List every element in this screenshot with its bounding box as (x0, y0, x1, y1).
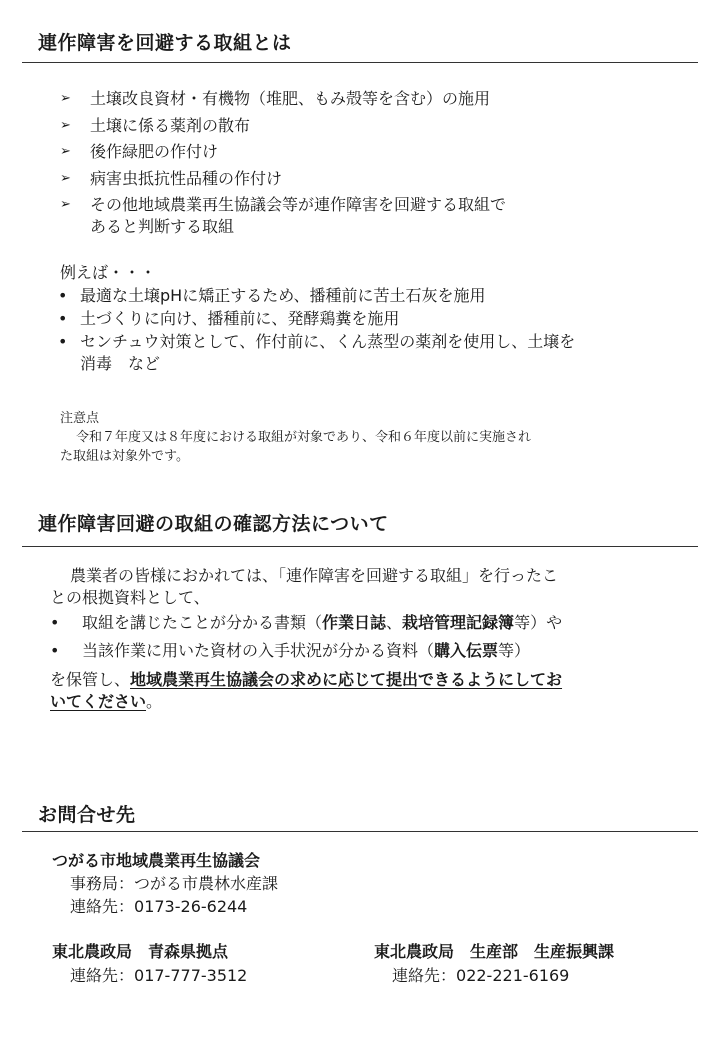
documents-list (50, 612, 670, 668)
phone-number: 017-777-3512 (134, 966, 248, 985)
text-fragment: 。 (146, 692, 163, 711)
arrow-bullet-icon: ➢ (60, 170, 71, 186)
caution-note (60, 409, 660, 466)
list-item-text (82, 640, 530, 662)
emphasis-submit-request: 地域農業再生協議会の求めに応じて提出できるようにしてお (130, 670, 563, 689)
list-item-text: 病害虫抵抗性品種の作付け (90, 168, 283, 188)
list-item (58, 285, 668, 307)
list-item (60, 194, 660, 238)
list-item-text: 後作緑肥の作付け (90, 142, 219, 161)
bullet-dot-icon: • (58, 332, 68, 351)
emphasis-purchase-slip: 購入伝票 (434, 641, 499, 660)
arrow-bullet-icon: ➢ (60, 91, 71, 106)
list-item (50, 612, 670, 634)
verification-intro (50, 565, 660, 609)
contact-aomori-branch (52, 940, 247, 988)
list-item (50, 640, 670, 662)
list-item (60, 141, 660, 163)
council-name: つがる市地域農業再生協議会 (52, 851, 261, 870)
note-line1: 令和７年度又は８年度における取組が対象であり、令和６年度以前に実施され (76, 430, 532, 445)
section-divider (22, 546, 698, 547)
section-divider (22, 831, 698, 832)
list-item-text-line2: 消毒 など (80, 354, 161, 373)
emphasis-work-diary: 作業日誌 (322, 613, 387, 632)
contact-label: 連絡先： (70, 966, 135, 985)
council-office: 事務局：つがる市農林水産課 (70, 874, 279, 893)
list-item-text (90, 194, 506, 238)
bullet-dot-icon: • (58, 309, 68, 328)
note-line2: た取組は対象外です。 (60, 449, 189, 464)
contact-label: 連絡先： (392, 966, 457, 985)
intro-line1: 農業者の皆様におかれては、「連作障害を回避する取組」を行ったこ (70, 566, 559, 585)
branch-contact (374, 964, 614, 988)
section-divider (22, 62, 698, 63)
council-contact (52, 895, 278, 918)
list-item-text: 土壌改良資材・有機物（堆肥、もみ殻等を含む）の施用 (90, 89, 491, 108)
list-item (58, 308, 668, 330)
emphasis-cultivation-record: 栽培管理記録簿 (402, 613, 515, 632)
emphasis-submit-request-cont: いてください (50, 692, 147, 711)
section-title-avoidance: 連作障害を回避する取組とは (38, 32, 292, 54)
bullet-dot-icon: • (50, 613, 60, 632)
measures-list (60, 88, 660, 243)
text-fragment: 当該作業に用いた資材の入手状況が分かる資料（ (82, 641, 435, 660)
phone-number: 022-221-6169 (456, 966, 570, 985)
section-title-verification: 連作障害回避の取組の確認方法について (38, 513, 389, 535)
arrow-bullet-icon: ➢ (60, 197, 71, 212)
list-item-text: 土壌に係る薬剤の散布 (90, 115, 251, 135)
list-item (60, 115, 660, 137)
examples-list (58, 285, 668, 376)
text-fragment: 等） (498, 641, 531, 660)
list-item-text-line1: その他地域農業再生協議会等が連作障害を回避する取組で (90, 195, 507, 214)
contact-production-division (374, 940, 614, 988)
branch-contact (52, 964, 247, 988)
text-fragment: を保管し、 (50, 670, 131, 689)
contact-label: 連絡先： (70, 897, 135, 916)
branch-name: 東北農政局 生産部 生産振興課 (374, 942, 615, 961)
note-title: 注意点 (60, 411, 100, 426)
contact-council (52, 849, 278, 918)
bullet-dot-icon: • (58, 286, 68, 305)
branch-name: 東北農政局 青森県拠点 (52, 942, 229, 961)
list-item (60, 168, 660, 190)
text-fragment: 、 (386, 613, 403, 632)
phone-number: 0173-26-6244 (134, 897, 248, 916)
intro-line2: との根拠資料として、 (50, 588, 210, 607)
bullet-dot-icon: • (50, 641, 60, 660)
list-item-text (80, 331, 575, 375)
arrow-bullet-icon: ➢ (60, 117, 71, 133)
section-title-contact: お問合せ先 (38, 804, 136, 826)
list-item (60, 88, 660, 110)
text-fragment: 取組を講じたことが分かる書類（ (82, 613, 323, 632)
list-item-text: 最適な土壌pHに矯正するため、播種前に苦土石灰を施用 (80, 286, 486, 305)
arrow-bullet-icon: ➢ (60, 144, 71, 159)
example-heading: 例えば・・・ (60, 263, 157, 282)
list-item (58, 331, 668, 375)
list-item-text-line1: センチュウ対策として、作付前に、くん蒸型の薬剤を使用し、土壌を (80, 332, 576, 351)
list-item-text-line2: あると判断する取組 (90, 217, 235, 236)
closing-instruction (50, 669, 660, 713)
list-item-text: 土づくりに向け、播種前に、発酵鶏糞を施用 (80, 309, 400, 328)
list-item-text (82, 612, 562, 634)
text-fragment: 等）や (514, 613, 563, 632)
